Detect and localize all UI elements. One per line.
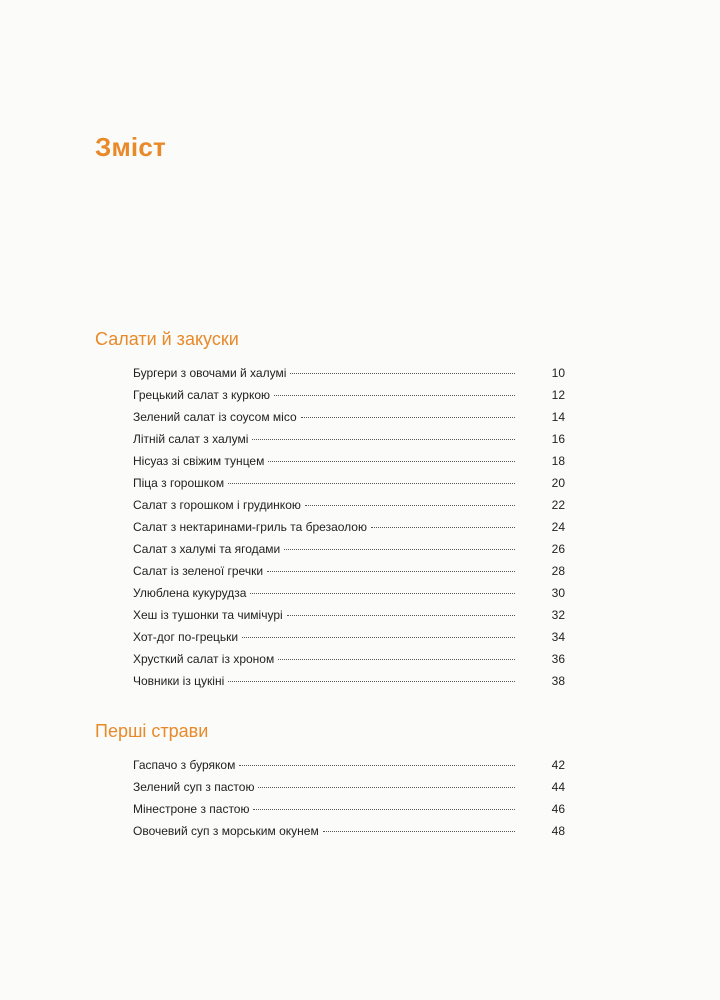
toc-entry <box>133 754 565 776</box>
toc-entry-label: Літній салат з халумі <box>133 432 249 446</box>
toc-entry <box>133 450 565 472</box>
toc-entry-page: 12 <box>551 388 565 402</box>
toc-list <box>95 362 565 692</box>
toc-entry <box>133 626 565 648</box>
toc-entry-page: 44 <box>551 780 565 794</box>
dot-leader <box>287 615 515 616</box>
dot-leader <box>268 461 515 462</box>
toc-entry-page: 14 <box>551 410 565 424</box>
toc-entry-label: Нісуаз зі свіжим тунцем <box>133 454 265 468</box>
toc-entry-page: 30 <box>551 586 565 600</box>
toc-entry <box>133 604 565 626</box>
toc-entry-label: Овочевий суп з морським окунем <box>133 824 319 838</box>
toc-entry-label: Човники із цукіні <box>133 674 225 688</box>
toc-entry <box>133 560 565 582</box>
toc-entry-label: Піца з горошком <box>133 476 225 490</box>
toc-entry-page: 20 <box>551 476 565 490</box>
toc-entry-page: 24 <box>551 520 565 534</box>
toc-entry-page: 48 <box>551 824 565 838</box>
toc-entry <box>133 362 565 384</box>
toc-entry-label: Хот-дог по-грецьки <box>133 630 239 644</box>
dot-leader <box>323 831 515 832</box>
toc-entry-page: 22 <box>551 498 565 512</box>
toc-entry-page: 10 <box>551 366 565 380</box>
toc-entry <box>133 384 565 406</box>
toc-entry-page: 26 <box>551 542 565 556</box>
dot-leader <box>284 549 515 550</box>
toc-entry-label: Улюблена кукурудза <box>133 586 247 600</box>
toc-entry <box>133 776 565 798</box>
toc-entry-label: Салат з нектаринами-гриль та брезаолою <box>133 520 367 534</box>
toc-entry <box>133 820 565 842</box>
toc-entry-page: 42 <box>551 758 565 772</box>
toc-entry-page: 34 <box>551 630 565 644</box>
dot-leader <box>239 765 515 766</box>
toc-entry-label: Салат з халумі та ягодами <box>133 542 281 556</box>
toc-entry <box>133 582 565 604</box>
toc-entry-label: Салат із зеленої гречки <box>133 564 264 578</box>
page-title: Зміст <box>95 132 166 162</box>
toc-entry <box>133 428 565 450</box>
dot-leader <box>252 439 515 440</box>
dot-leader <box>290 373 515 374</box>
toc-entry-page: 32 <box>551 608 565 622</box>
toc-entry-page: 28 <box>551 564 565 578</box>
toc-entry-label: Зелений салат із соусом місо <box>133 410 297 424</box>
toc-entry-label: Бургери з овочами й халумі <box>133 366 287 380</box>
toc-entry-page: 16 <box>551 432 565 446</box>
toc-entry <box>133 798 565 820</box>
dot-leader <box>228 681 515 682</box>
toc-entry-label: Мінестроне з пастою <box>133 802 250 816</box>
dot-leader <box>278 659 515 660</box>
dot-leader <box>371 527 515 528</box>
toc-entry <box>133 648 565 670</box>
dot-leader <box>267 571 515 572</box>
toc-entry <box>133 494 565 516</box>
toc-entry <box>133 538 565 560</box>
dot-leader <box>242 637 515 638</box>
toc-entry <box>133 670 565 692</box>
toc-entry-page: 18 <box>551 454 565 468</box>
toc-entry-page: 46 <box>551 802 565 816</box>
toc-entry-page: 38 <box>551 674 565 688</box>
toc-entry <box>133 472 565 494</box>
dot-leader <box>253 809 515 810</box>
dot-leader <box>301 417 515 418</box>
toc-entry <box>133 516 565 538</box>
dot-leader <box>258 787 515 788</box>
toc-entry-label: Грецький салат з куркою <box>133 388 271 402</box>
toc-entry-label: Хеш із тушонки та чимічурі <box>133 608 283 622</box>
toc-entry-label: Салат з горошком і грудинкою <box>133 498 301 512</box>
toc-section-salads <box>95 328 565 692</box>
dot-leader <box>274 395 515 396</box>
toc-entry-label: Хрусткий салат із хроном <box>133 652 275 666</box>
section-title: Салати й закуски <box>95 329 239 349</box>
toc-entry-label: Зелений суп з пастою <box>133 780 255 794</box>
toc-list <box>95 754 565 842</box>
dot-leader <box>305 505 515 506</box>
toc-section-soups <box>95 720 565 842</box>
section-title: Перші страви <box>95 721 209 741</box>
toc-entry <box>133 406 565 428</box>
toc-entry-page: 36 <box>551 652 565 666</box>
toc-entry-label: Гаспачо з буряком <box>133 758 236 772</box>
dot-leader <box>228 483 515 484</box>
dot-leader <box>250 593 515 594</box>
